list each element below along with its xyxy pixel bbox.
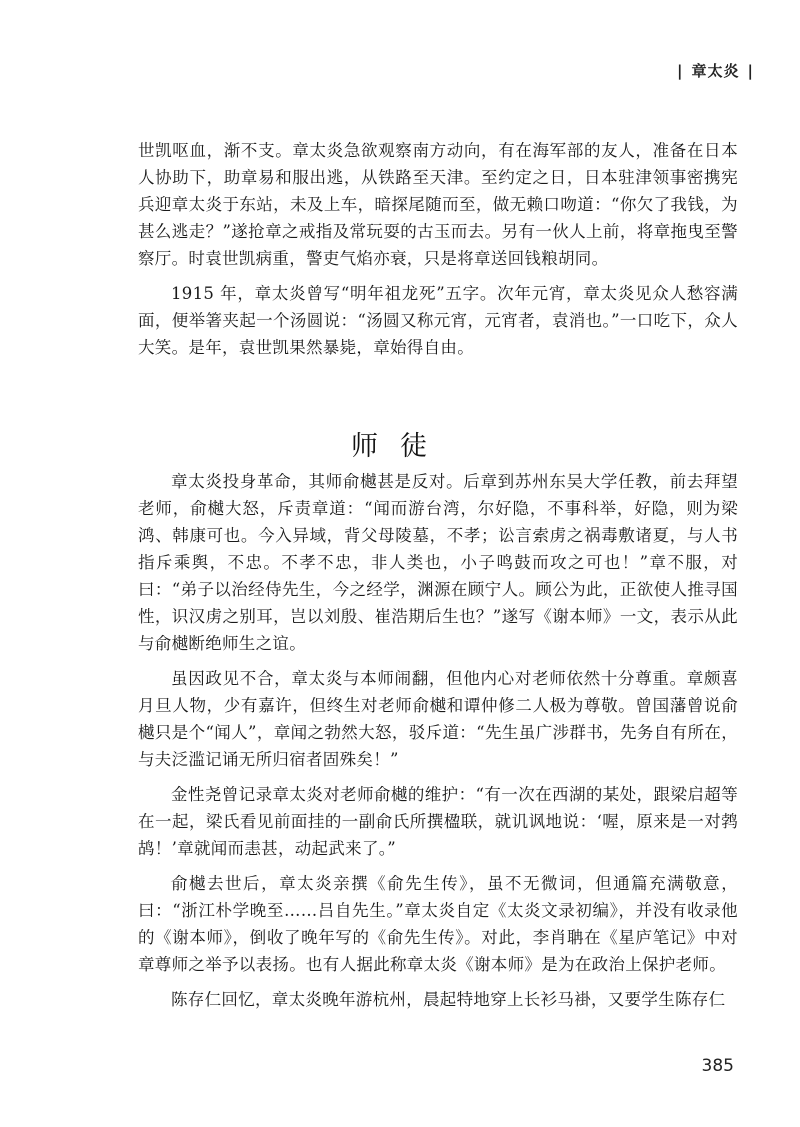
paragraph: 虽因政见不合，章太炎与本师闹翻，但他内心对老师依然十分尊重。章颇喜月旦人物，少有嘉许，但终生对老师俞樾和谭仲修二人极为尊敬。曾国藩曾说俞樾只是个“闻人”，章闻之勃然大怒，驳斥道：“先生虽广涉群书，先务自有所在，与夫泛滥记诵无所归宿者固殊矣！” bbox=[138, 669, 738, 769]
running-header bbox=[669, 60, 762, 81]
top-text-block bbox=[138, 137, 738, 369]
paragraph: 俞樾去世后，章太炎亲撰《俞先生传》，虽不无微词，但通篇充满敬意，曰：“浙江朴学晚至……吕自先生。”章太炎自定《太炎文录初编》，并没有收录他的《谢本师》，倒收了晚年写的《俞先生传》。对此，李肖聃在《星庐笔记》中对章尊师之举予以表扬。也有人据此称章太炎《谢本师》是为在政治上保护老师。 bbox=[138, 874, 738, 974]
paragraph: 陈存仁回忆，章太炎晚年游杭州，晨起特地穿上长衫马褂，又要学生陈存仁 bbox=[171, 990, 726, 1009]
header-divider-left: | bbox=[677, 62, 684, 80]
paragraph: 章太炎投身革命，其师俞樾甚是反对。后章到苏州东吴大学任教，前去拜望老师，俞樾大怒，斥责章道：“闻而游台湾，尔好隐，不事科举，好隐，则为梁鸿、韩康可也。今入异域，背父母陵墓，不孝；讼言索虏之祸毒敷诸夏，与人书指斥乘舆，不忠。不孝不忠，非人类也，小子鸣鼓而攻之可也！”章不服，对曰：“弟子以治经侍先生，今之经学，渊源在顾宁人。顾公为此，正欲使人推寻国性，识汉虏之别耳，岂以刘殷、崔浩期后生也？”遂写《谢本师》一文，表示从此与俞樾断绝师生之谊。 bbox=[138, 472, 738, 653]
page-number: 385 bbox=[701, 1056, 734, 1076]
section-title: 师徒 bbox=[351, 431, 449, 463]
header-title: 章太炎 bbox=[691, 62, 740, 80]
paragraph: 世凯呕血，渐不支。章太炎急欲观察南方动向，有在海军部的友人，准备在日本人协助下，助章易和服出逃，从铁路至天津。至约定之日，日本驻津领事密携宪兵迎章太炎于东站，未及上车，暗探尾随而至，做无赖口吻道：“你欠了我钱，为甚么逃走？”遂抢章之戒指及常玩耍的古玉而去。另有一伙人上前，将章拖曳至警察厅。时袁世凯病重，警吏气焰亦衰，只是将章送回钱粮胡同。 bbox=[138, 141, 738, 268]
header-divider-right: | bbox=[747, 62, 754, 80]
paragraph: 金性尧曾记录章太炎对老师俞樾的维护：“有一次在西湖的某处，跟梁启超等在一起，梁氏看见前面挂的一副俞氏所撰楹联，就讥讽地说：‘喔，原来是一对鹁鸪！’章就闻而恚甚，动起武来了。” bbox=[138, 785, 738, 858]
section-text-block bbox=[138, 468, 738, 1021]
paragraph: 1915 年，章太炎曾写“明年祖龙死”五字。次年元宵，章太炎见众人愁容满面，便举箸夹起一个汤圆说：“汤圆又称元宵，元宵者，袁消也。”一口吃下，众人大笑。是年，袁世凯果然暴毙，章始得自由。 bbox=[138, 284, 738, 357]
